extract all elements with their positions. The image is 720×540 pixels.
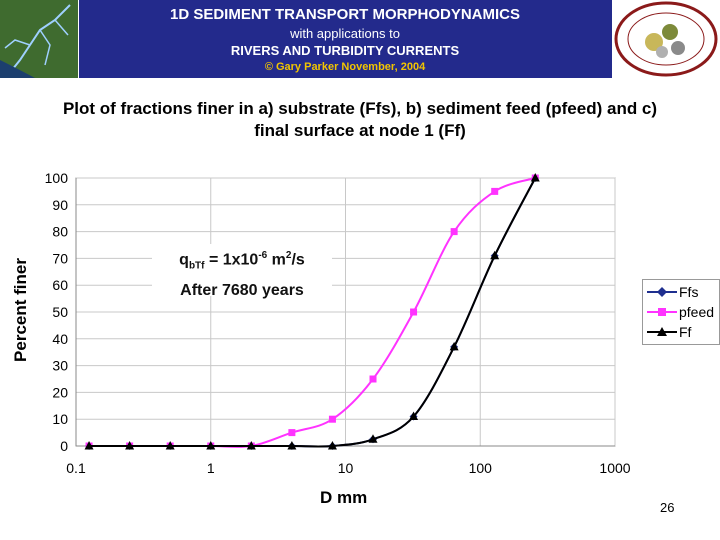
course-title: 1D SEDIMENT TRANSPORT MORPHODYNAMICS xyxy=(169,6,521,23)
x-tick-label: 100 xyxy=(468,460,492,476)
y-axis-label-wrap xyxy=(6,230,36,390)
y-tick-label: 80 xyxy=(52,223,68,240)
diamond-marker-icon xyxy=(647,285,677,299)
x-axis-label: D mm xyxy=(320,488,368,507)
legend-label-pfeed: pfeed xyxy=(679,304,715,320)
legend-item-pfeed xyxy=(647,303,719,321)
legend-label-ffs: Ffs xyxy=(679,284,699,300)
y-tick-label: 0 xyxy=(60,438,68,454)
point-pfeed xyxy=(451,228,458,235)
y-tick-label: 90 xyxy=(52,196,68,213)
y-tick-label: 40 xyxy=(52,330,68,347)
transport-rate-annotation xyxy=(152,244,332,299)
y-tick-label: 60 xyxy=(52,277,68,294)
triangle-marker-icon xyxy=(647,325,677,339)
legend-item-ffs xyxy=(647,283,719,301)
x-tick-label: 1000 xyxy=(599,460,631,476)
point-pfeed xyxy=(491,188,498,195)
y-axis-label: Percent finer xyxy=(11,258,30,362)
y-tick-label: 20 xyxy=(52,384,68,401)
chart-title: Plot of fractions finer in a) substrate (Ffs), b) sediment feed (pfeed) and c) final surface at node 1 (Ff) xyxy=(62,99,658,140)
copyright-text: © Gary Parker November, 2004 xyxy=(264,61,426,73)
chart-legend xyxy=(642,279,720,345)
legend-item-ff xyxy=(647,323,719,341)
point-pfeed xyxy=(410,309,417,316)
course-topic: RIVERS AND TURBIDITY CURRENTS xyxy=(230,43,460,58)
x-tick-label: 1 xyxy=(206,460,215,476)
course-subtitle: with applications to xyxy=(290,26,400,41)
y-tick-label: 10 xyxy=(52,411,68,428)
y-tick-label: 100 xyxy=(44,170,68,186)
page-number: 26 xyxy=(660,500,675,515)
y-tick-label: 70 xyxy=(52,250,68,267)
legend-label-ff: Ff xyxy=(679,324,692,340)
x-tick-label: 10 xyxy=(337,460,354,476)
x-tick-label: 0.1 xyxy=(66,460,86,476)
y-tick-label: 30 xyxy=(52,357,68,374)
point-pfeed xyxy=(288,429,295,436)
square-marker-icon xyxy=(647,305,677,319)
annotation-line-1: $q_{bTf} = 1x10^{-6}$ $m^2/s$ xyxy=(179,250,305,272)
point-pfeed xyxy=(329,416,336,423)
annotation-line-2: After 7680 years xyxy=(180,281,304,299)
y-tick-label: 50 xyxy=(52,304,68,320)
point-pfeed xyxy=(370,376,377,383)
